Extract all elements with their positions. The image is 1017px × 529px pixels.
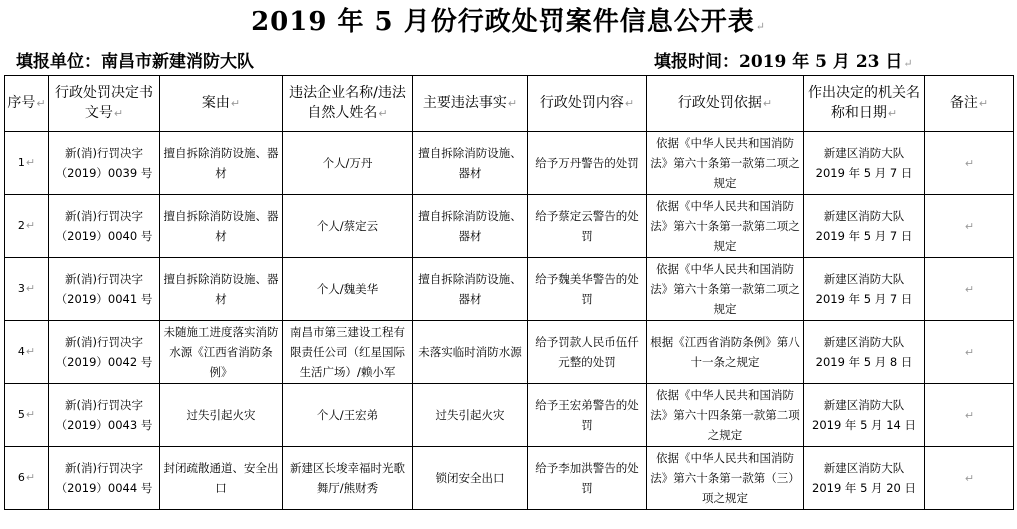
cell-penalty: 给予王宏弟警告的处罚 <box>528 384 647 447</box>
cell-basis: 依据《中华人民共和国消防法》第六十条第一款第（三）项之规定 <box>647 447 804 510</box>
table-row <box>5 321 1014 384</box>
cell-seq: 4↵ <box>5 321 49 384</box>
cell-doc-no: 新(消)行罚决字（2019）0041 号 <box>49 258 160 321</box>
cell-remark: ↵ <box>925 258 1014 321</box>
cell-cause: 擅自拆除消防设施、器材 <box>160 258 283 321</box>
column-header-seq: 序号↵ <box>5 76 49 132</box>
column-header-remark: 备注↵ <box>925 76 1014 132</box>
cell-facts: 擅自拆除消防设施、器材 <box>413 195 528 258</box>
column-header-doc-no: 行政处罚决定书文号↵ <box>49 76 160 132</box>
table-header-row <box>5 76 1014 132</box>
cell-basis: 依据《中华人民共和国消防法》第六十四条第一款第二项之规定 <box>647 384 804 447</box>
table-row <box>5 132 1014 195</box>
cell-doc-no: 新(消)行罚决字（2019）0039 号 <box>49 132 160 195</box>
cell-seq: 1↵ <box>5 132 49 195</box>
table-row <box>5 447 1014 510</box>
cell-authority: 新建区消防大队 2019 年 5 月 7 日 <box>804 195 925 258</box>
cell-remark: ↵ <box>925 384 1014 447</box>
column-header-cause: 案由↵ <box>160 76 283 132</box>
penalty-table <box>4 75 1014 510</box>
page-title: 2019 年 5 月份行政处罚案件信息公开表↵ <box>251 7 766 37</box>
cell-seq: 6↵ <box>5 447 49 510</box>
cell-remark: ↵ <box>925 321 1014 384</box>
cell-remark: ↵ <box>925 447 1014 510</box>
reporting-unit: 填报单位：南昌市新建消防大队 <box>16 52 254 72</box>
cell-doc-no: 新(消)行罚决字（2019）0043 号 <box>49 384 160 447</box>
cell-remark: ↵ <box>925 132 1014 195</box>
cell-party: 个人/魏美华 <box>283 258 413 321</box>
cell-doc-no: 新(消)行罚决字（2019）0040 号 <box>49 195 160 258</box>
cell-facts: 擅自拆除消防设施、器材 <box>413 132 528 195</box>
cell-party: 新建区长埈幸福时光歌舞厅/熊财秀 <box>283 447 413 510</box>
column-header-party: 违法企业名称/违法自然人姓名↵ <box>283 76 413 132</box>
cell-basis: 根据《江西省消防条例》第八十一条之规定 <box>647 321 804 384</box>
cell-cause: 未随施工进度落实消防水源《江西省消防条例》 <box>160 321 283 384</box>
cell-basis: 依据《中华人民共和国消防法》第六十条第一款第二项之规定 <box>647 195 804 258</box>
cell-authority: 新建区消防大队 2019 年 5 月 7 日 <box>804 132 925 195</box>
cell-seq: 5↵ <box>5 384 49 447</box>
cell-party: 个人/王宏弟 <box>283 384 413 447</box>
cell-penalty: 给予万丹警告的处罚 <box>528 132 647 195</box>
cell-seq: 3↵ <box>5 258 49 321</box>
cell-facts: 锁闭安全出口 <box>413 447 528 510</box>
cell-cause: 擅自拆除消防设施、器材 <box>160 195 283 258</box>
column-header-authority: 作出决定的机关名称和日期↵ <box>804 76 925 132</box>
cell-doc-no: 新(消)行罚决字（2019）0044 号 <box>49 447 160 510</box>
cell-party: 个人/蔡定云 <box>283 195 413 258</box>
cell-remark: ↵ <box>925 195 1014 258</box>
cell-facts: 未落实临时消防水源 <box>413 321 528 384</box>
cell-authority: 新建区消防大队 2019 年 5 月 14 日 <box>804 384 925 447</box>
cell-seq: 2↵ <box>5 195 49 258</box>
cell-authority: 新建区消防大队 2019 年 5 月 8 日 <box>804 321 925 384</box>
cell-penalty: 给予李加洪警告的处罚 <box>528 447 647 510</box>
column-header-penalty: 行政处罚内容↵ <box>528 76 647 132</box>
cell-doc-no: 新(消)行罚决字（2019）0042 号 <box>49 321 160 384</box>
cell-cause: 封闭疏散通道、安全出口 <box>160 447 283 510</box>
cell-penalty: 给予罚款人民币伍仟元整的处罚 <box>528 321 647 384</box>
table-row <box>5 384 1014 447</box>
cell-facts: 擅自拆除消防设施、器材 <box>413 258 528 321</box>
cell-authority: 新建区消防大队 2019 年 5 月 7 日 <box>804 258 925 321</box>
column-header-basis: 行政处罚依据↵ <box>647 76 804 132</box>
cell-facts: 过失引起火灾 <box>413 384 528 447</box>
cell-basis: 依据《中华人民共和国消防法》第六十条第一款第二项之规定 <box>647 258 804 321</box>
cell-cause: 过失引起火灾 <box>160 384 283 447</box>
table-row <box>5 195 1014 258</box>
reporting-date: 填报时间：2019 年 5 月 23 日↵ <box>654 52 913 72</box>
table-row <box>5 258 1014 321</box>
cell-party: 个人/万丹 <box>283 132 413 195</box>
cell-authority: 新建区消防大队 2019 年 5 月 20 日 <box>804 447 925 510</box>
cell-penalty: 给予蔡定云警告的处罚 <box>528 195 647 258</box>
column-header-facts: 主要违法事实↵ <box>413 76 528 132</box>
cell-party: 南昌市第三建设工程有限责任公司（红星国际生活广场）/赖小军 <box>283 321 413 384</box>
cell-basis: 依据《中华人民共和国消防法》第六十条第一款第二项之规定 <box>647 132 804 195</box>
cell-cause: 擅自拆除消防设施、器材 <box>160 132 283 195</box>
cell-penalty: 给予魏美华警告的处罚 <box>528 258 647 321</box>
